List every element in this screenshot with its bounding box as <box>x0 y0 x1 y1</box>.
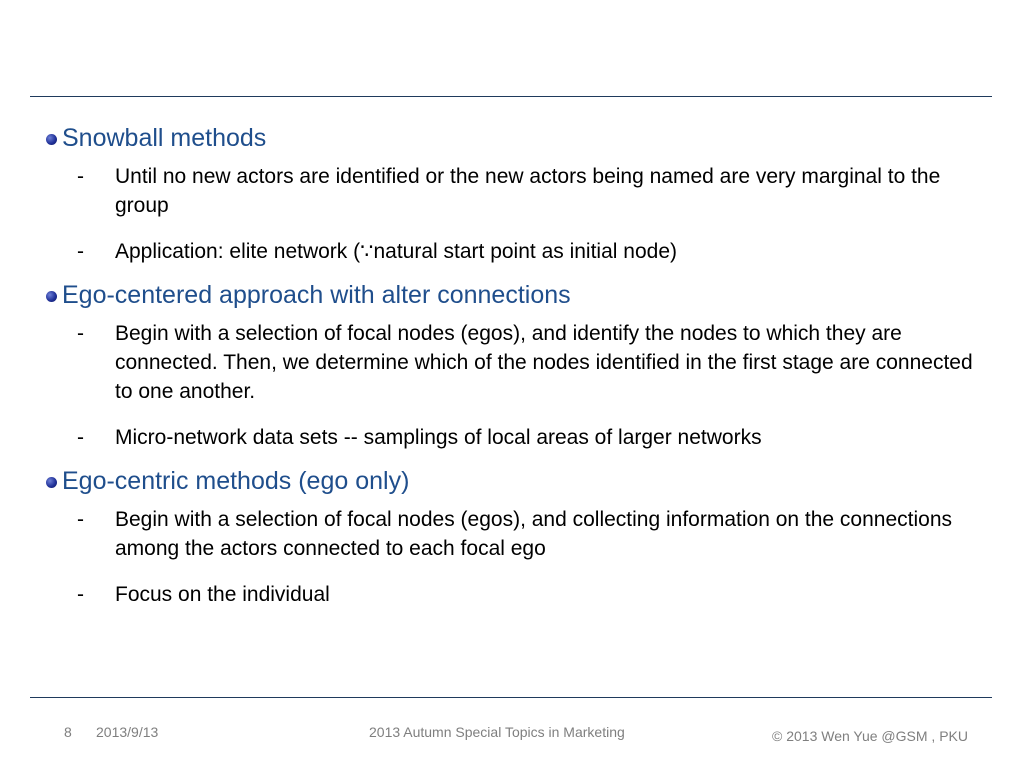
dash-marker: - <box>77 508 84 531</box>
section-heading <box>44 465 984 497</box>
list-item <box>44 162 984 220</box>
slide-content <box>44 122 984 609</box>
dash-marker: - <box>77 165 84 188</box>
list-item-text: Micro-network data sets -- samplings of local areas of larger networks <box>115 426 762 449</box>
dash-marker: - <box>77 322 84 345</box>
section-heading <box>44 279 984 311</box>
bottom-divider <box>30 697 992 698</box>
section-heading-text: Snowball methods <box>62 124 267 152</box>
list-item-text: Until no new actors are identified or the new actors being named are very marginal to the group <box>115 165 941 217</box>
list-item <box>44 580 984 609</box>
dash-marker: - <box>77 583 84 606</box>
page-number: 8 <box>64 724 72 740</box>
list-item-text: Application: elite network (∵natural start point as initial node) <box>115 240 677 263</box>
list-item-text: Begin with a selection of focal nodes (egos), and collecting information on the connections among the actors connected to each focal ego <box>115 508 953 560</box>
list-item-text: Begin with a selection of focal nodes (egos), and identify the nodes to which they are connected. Then, we determine which of the nodes identified in the first stage are connected to one another. <box>115 322 973 403</box>
list-item <box>44 319 984 406</box>
bullet-dot-icon <box>46 134 57 145</box>
top-divider <box>30 96 992 97</box>
list-item <box>44 237 984 266</box>
footer-title: 2013 Autumn Special Topics in Marketing <box>369 724 625 740</box>
footer-date: 2013/9/13 <box>96 724 159 740</box>
bullet-dot-icon <box>46 291 57 302</box>
section-heading-text: Ego-centered approach with alter connections <box>62 281 571 309</box>
footer-copyright: © 2013 Wen Yue @GSM , PKU <box>772 728 968 744</box>
dash-marker: - <box>77 240 84 263</box>
list-item-text: Focus on the individual <box>115 583 330 606</box>
list-item <box>44 505 984 563</box>
dash-marker: - <box>77 426 84 449</box>
section-heading-text: Ego-centric methods (ego only) <box>62 467 410 495</box>
list-item <box>44 423 984 452</box>
bullet-dot-icon <box>46 477 57 488</box>
section-heading <box>44 122 984 154</box>
